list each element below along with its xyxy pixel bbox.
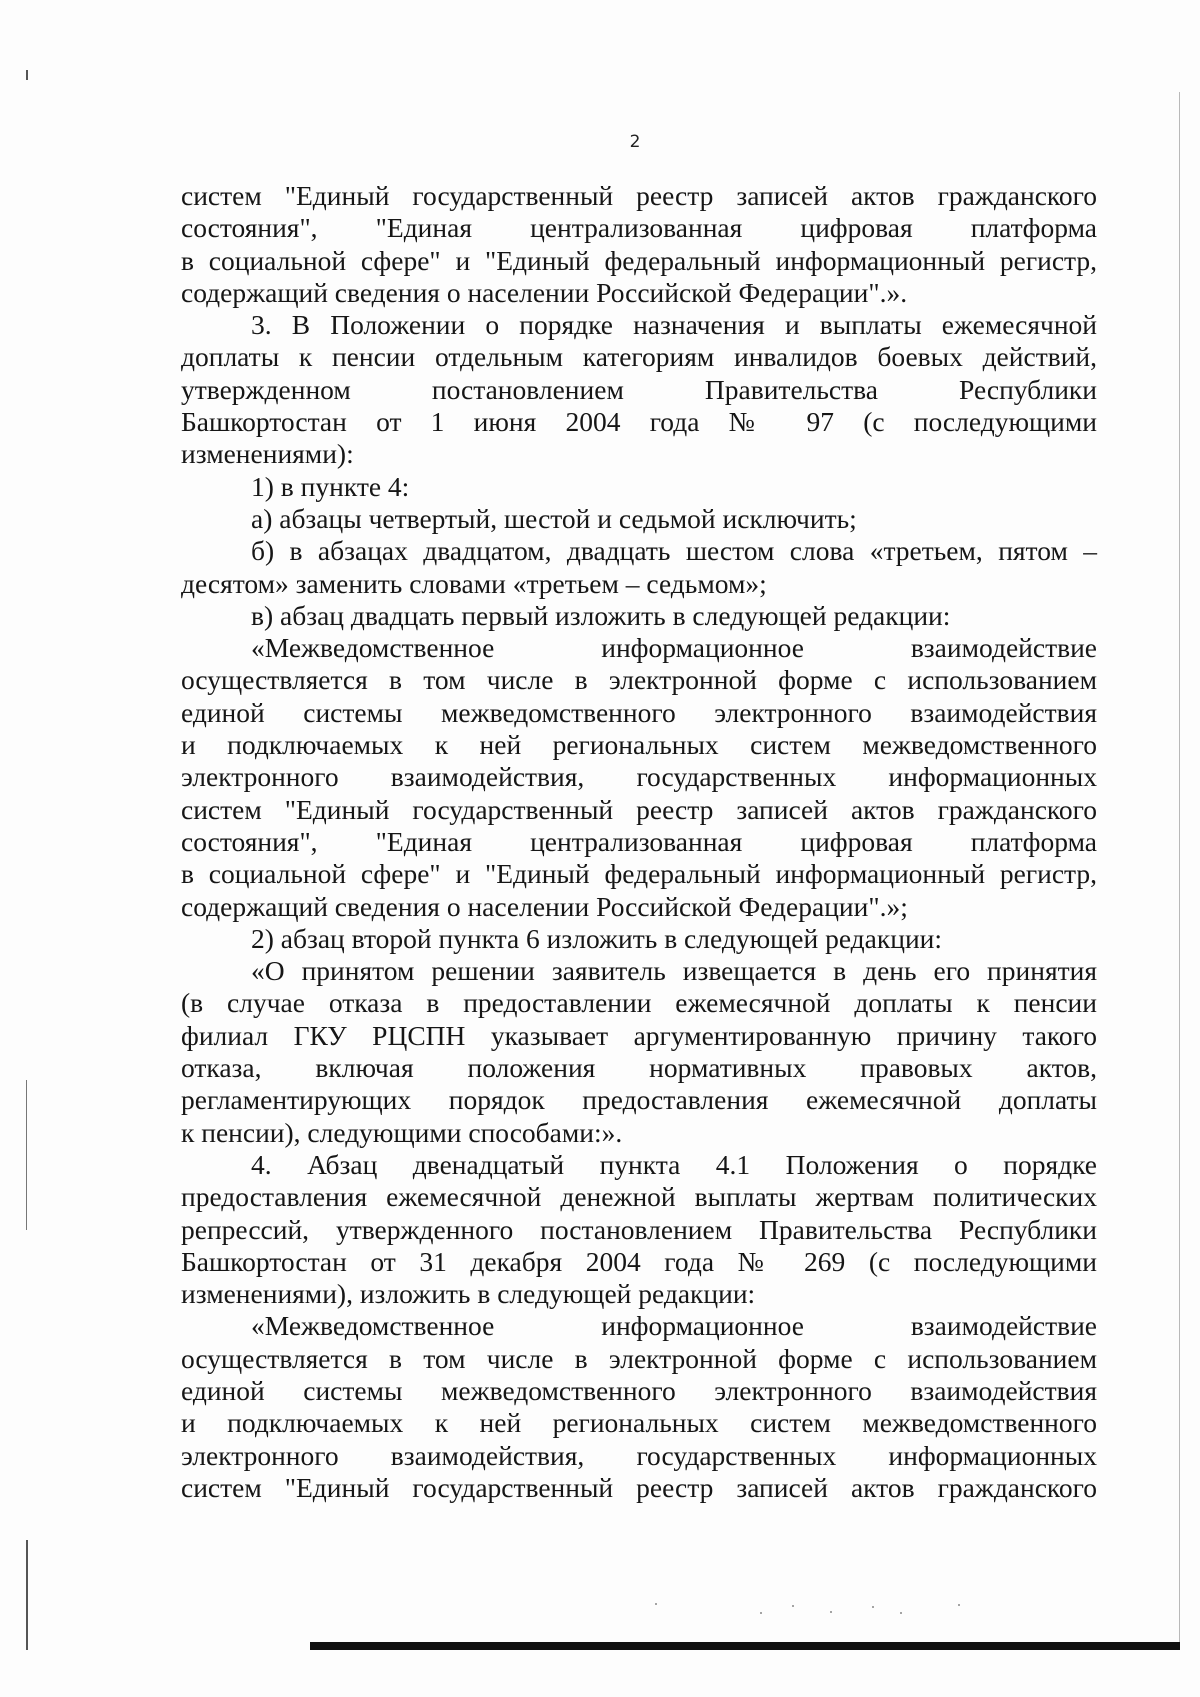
page-number: 2 [629, 132, 641, 152]
scan-speck [872, 1606, 874, 1608]
text-line: б) в абзацах двадцатом, двадцать шестом слова «третьем, пятом – [251, 535, 1097, 567]
scan-speck [830, 1611, 832, 1613]
scan-speck [655, 1603, 657, 1605]
scan-edge-mark [26, 70, 28, 80]
text-line: и подключаемых к ней региональных систем межведомственного [181, 729, 1097, 761]
text-line: репрессий, утвержденного постановлением Правительства Республики [181, 1213, 1097, 1245]
text-line: единой системы межведомственного электронного взаимодействия [181, 1374, 1097, 1406]
text-line: содержащий сведения о населении Российской Федерации".»; [181, 890, 908, 922]
text-line: единой системы межведомственного электронного взаимодействия [181, 696, 1097, 728]
text-line: систем "Единый государственный реестр записей актов гражданского [181, 180, 1097, 211]
scan-speck [792, 1605, 794, 1607]
scan-speck [958, 1604, 960, 1606]
scan-bottom-bar [310, 1642, 1180, 1650]
text-line: состояния", "Единая централизованная цифровая платформа [181, 212, 1097, 244]
text-line: систем "Единый государственный реестр записей актов гражданского [181, 793, 1097, 825]
text-line: предоставления ежемесячной денежной выплаты жертвам политических [181, 1181, 1097, 1213]
scan-speck [760, 1612, 762, 1614]
text-line: Башкортостан от 1 июня 2004 года № 97 (с последующими [181, 406, 1097, 438]
scan-edge-line [1179, 92, 1180, 1647]
text-line: «Межведомственное информационное взаимодействие [251, 632, 1097, 664]
text-line: 2) абзац второй пункта 6 изложить в следующей редакции: [251, 922, 943, 954]
text-line: электронного взаимодействия, государственных информационных [181, 761, 1097, 793]
text-line: изменениями), изложить в следующей редакции: [181, 1278, 756, 1310]
text-line: «Межведомственное информационное взаимодействие [251, 1310, 1097, 1342]
text-line: доплаты к пенсии отдельным категориям инвалидов боевых действий, [181, 341, 1097, 373]
scan-edge-mark [26, 1080, 27, 1230]
text-line: в социальной сфере" и "Единый федеральный информационный регистр, [181, 244, 1097, 276]
text-line: «О принятом решении заявитель извещается в день его принятия [251, 955, 1097, 987]
text-line: изменениями): [181, 438, 354, 470]
text-line: 3. В Положении о порядке назначения и выплаты ежемесячной [251, 309, 1097, 341]
text-line: Башкортостан от 31 декабря 2004 года № 269 (с последующими [181, 1245, 1097, 1277]
scan-edge-mark [26, 1540, 28, 1650]
text-line: электронного взаимодействия, государственных информационных [181, 1439, 1097, 1471]
text-line: отказа, включая положения нормативных правовых актов, [181, 1052, 1097, 1084]
text-line: систем "Единый государственный реестр записей актов гражданского [181, 1471, 1097, 1503]
text-line: 1) в пункте 4: [251, 470, 410, 502]
text-line: в) абзац двадцать первый изложить в следующей редакции: [251, 599, 951, 631]
text-line: содержащий сведения о населении Российской Федерации".». [181, 276, 908, 308]
text-line: десятом» заменить словами «третьем – седьмом»; [181, 567, 767, 599]
text-line: регламентирующих порядок предоставления ежемесячной доплаты [181, 1084, 1097, 1116]
text-line: филиал ГКУ РЦСПН указывает аргументированную причину такого [181, 1019, 1097, 1051]
text-line: и подключаемых к ней региональных систем межведомственного [181, 1407, 1097, 1439]
scan-speck [900, 1612, 902, 1614]
text-line: а) абзацы четвертый, шестой и седьмой исключить; [251, 502, 857, 534]
text-line: осуществляется в том числе в электронной форме с использованием [181, 664, 1097, 696]
text-line: к пенсии), следующими способами:». [181, 1116, 623, 1148]
text-line: 4. Абзац двенадцатый пункта 4.1 Положения о порядке [251, 1148, 1097, 1180]
text-line: утвержденном постановлением Правительства Республики [181, 373, 1097, 405]
text-line: в социальной сфере" и "Единый федеральный информационный регистр, [181, 858, 1097, 890]
text-line: (в случае отказа в предоставлении ежемесячной доплаты к пенсии [181, 987, 1097, 1019]
text-line: состояния", "Единая централизованная цифровая платформа [181, 825, 1097, 857]
document-body [181, 180, 1097, 1504]
text-line: осуществляется в том числе в электронной форме с использованием [181, 1342, 1097, 1374]
